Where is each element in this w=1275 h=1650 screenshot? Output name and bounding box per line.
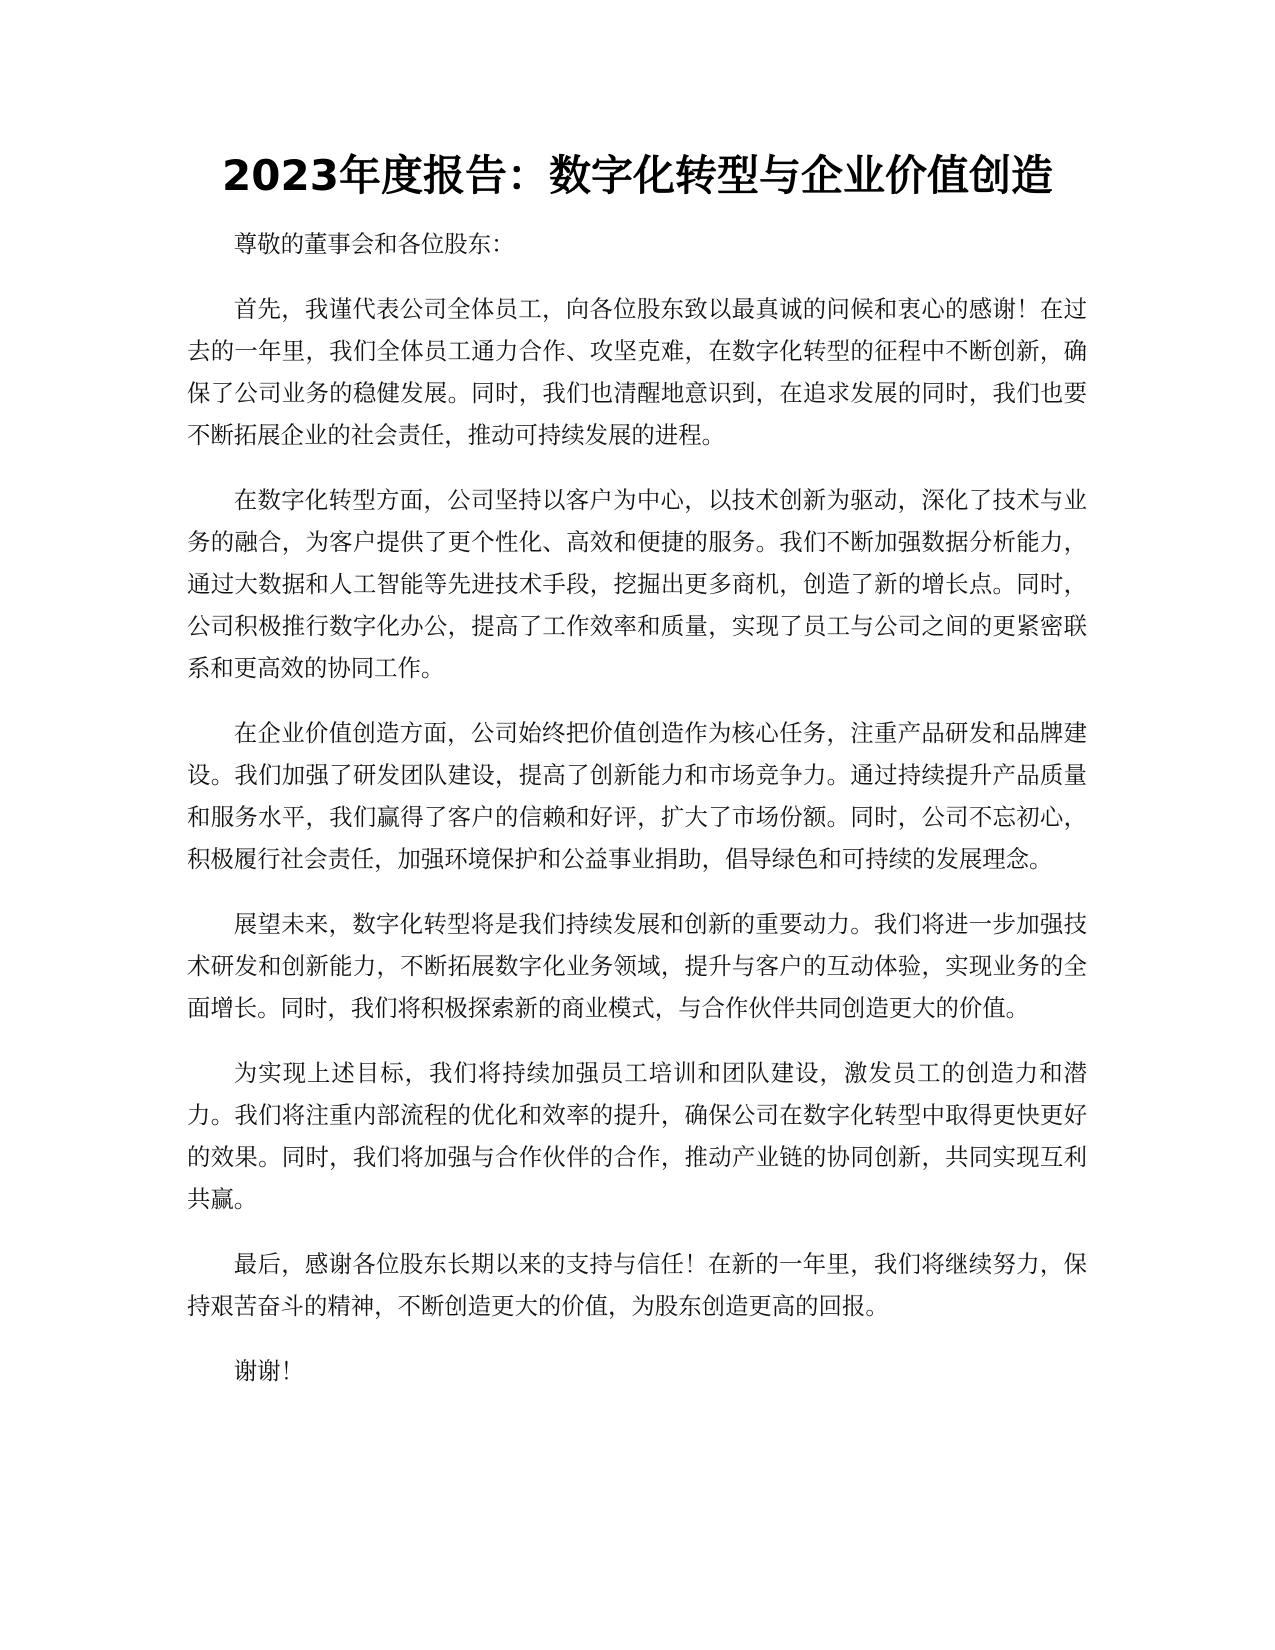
document-body [187, 223, 1087, 1415]
paragraph-greeting: 首先，我谨代表公司全体员工，向各位股东致以最真诚的问候和衷心的感谢！在过去的一年里，我们全体员工通力合作、攻坚克难，在数字化转型的征程中不断创新，确保了公司业务的稳健发展。同时，我们也清醒地意识到，在追求发展的同时，我们也要不断拓展企业的社会责任，推动可持续发展的进程。 [187, 295, 1087, 449]
paragraph-value-creation: 在企业价值创造方面，公司始终把价值创造作为核心任务，注重产品研发和品牌建设。我们加强了研发团队建设，提高了创新能力和市场竞争力。通过持续提升产品质量和服务水平，我们赢得了客户的信赖和好评，扩大了市场份额。同时，公司不忘初心，积极履行社会责任，加强环境保护和公益事业捐助，倡导绿色和可持续的发展理念。 [187, 719, 1087, 873]
document-title: 2023年度报告：数字化转型与企业价值创造 [222, 151, 1053, 200]
closing: 谢谢！ [233, 1357, 304, 1385]
paragraph-digital-transformation: 在数字化转型方面，公司坚持以客户为中心，以技术创新为驱动，深化了技术与业务的融合，为客户提供了更个性化、高效和便捷的服务。我们不断加强数据分析能力，通过大数据和人工智能等先进技术手段，挖掘出更多商机，创造了新的增长点。同时，公司积极推行数字化办公，提高了工作效率和质量，实现了员工与公司之间的更紧密联系和更高效的协同工作。 [187, 486, 1087, 682]
paragraph-outlook: 展望未来，数字化转型将是我们持续发展和创新的重要动力。我们将进一步加强技术研发和创新能力，不断拓展数字化业务领域，提升与客户的互动体验，实现业务的全面增长。同时，我们将积极探索新的商业模式，与合作伙伴共同创造更大的价值。 [187, 910, 1087, 1022]
paragraph-goals: 为实现上述目标，我们将持续加强员工培训和团队建设，激发员工的创造力和潜力。我们将注重内部流程的优化和效率的提升，确保公司在数字化转型中取得更快更好的效果。同时，我们将加强与合作伙伴的合作，推动产业链的协同创新，共同实现互利共赢。 [187, 1059, 1087, 1213]
paragraph-thanks: 最后，感谢各位股东长期以来的支持与信任！在新的一年里，我们将继续努力，保持艰苦奋斗的精神，不断创造更大的价值，为股东创造更高的回报。 [187, 1250, 1087, 1320]
salutation: 尊敬的董事会和各位股东： [233, 230, 515, 258]
